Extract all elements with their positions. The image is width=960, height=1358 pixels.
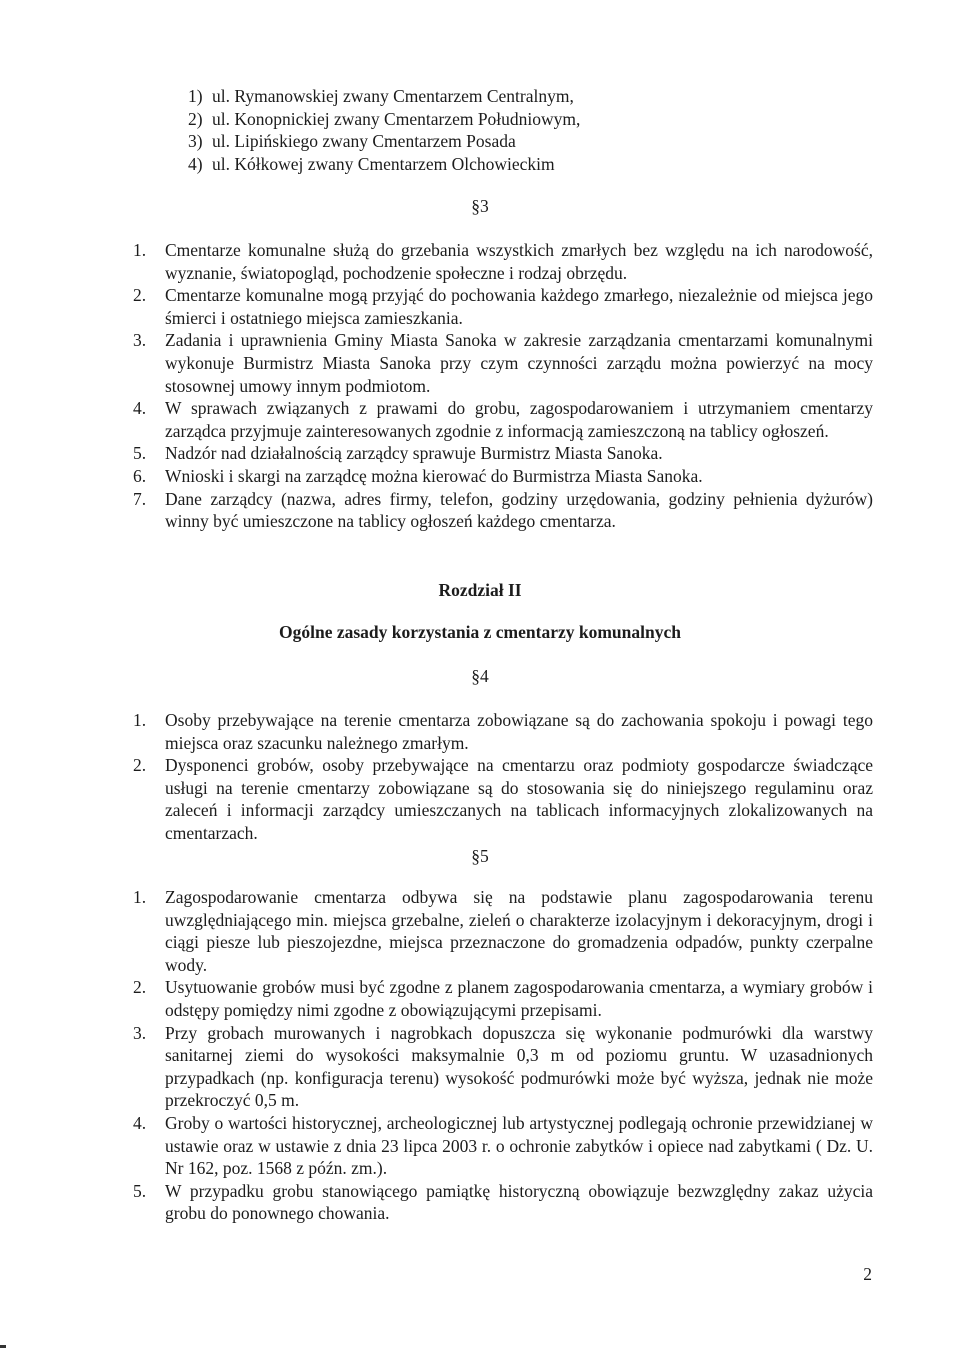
section4-list [133,709,873,845]
section-heading: §5 [471,846,489,866]
list-item: 5. W przypadku grobu stanowiącego pamiątkę historyczną obowiązuje bezwzględny zakaz użycia grobu do ponownego chowania. [133,1180,873,1224]
list-item: 4. Groby o wartości historycznej, archeologicznej lub artystycznej podlegają ochronie przewidzianej w ustawie oraz w ustawie z dnia 23 lipca 2003 r. o ochronie zabytków i opiece nad zabytkami ( Dz. U. Nr 162, poz. 1568 z późn. zm.). [133,1112,873,1179]
intro-list [188,85,688,175]
list-item: 1. Osoby przebywające na terenie cmentarza zobowiązane są do zachowania spokoju i powagi tego miejsca oraz szacunku należnego zmarłym. [133,710,873,753]
section3-list [133,239,873,533]
list-item: 4) ul. Kółkowej zwany Cmentarzem Olchowieckim [188,153,555,174]
list-item: 2. Usytuowanie grobów musi być zgodne z planem zagospodarowania cmentarza, a wymiary grobów i odstępy pomiędzy nimi zgodne z obowiązującymi przepisami. [133,977,873,1020]
list-item: 1. Zagospodarowanie cmentarza odbywa się na podstawie planu zagospodarowania terenu uwzględniającego min. miejsca grzebalne, zieleń o charakterze izolacyjnym i dekoracyjnym, drogi i ciągi piesze lub pieszojezdne, miejsca przeznaczone do gromadzenia odpadów, punkty czerpalne wody. [133,887,873,975]
list-item: 2. Dysponenci grobów, osoby przebywające na cmentarzu oraz podmioty gospodarcze świadczące usługi na terenie cmentarzy zobowiązane są do stosowania się do niniejszego regulaminu oraz zaleceń i informacji zarządcy umieszczanych na tablicach informacyjnych zlokalizowanych na cmentarzach. [133,755,873,843]
list-item: 3. Zadania i uprawnienia Gminy Miasta Sanoka w zakresie zarządzania cmentarzami komunalnymi wykonuje Burmistrz Miasta Sanoka przy czym czynności zarządu można powierzyć na mocy stosownej umowy innym podmiotom. [133,330,873,396]
list-item: 4. W sprawach związanych z prawami do grobu, zagospodarowaniem i utrzymaniem cmentarzy zarządca przyjmuje zainteresowanych zgodnie z informacją zamieszczoną na tablicy ogłoszeń. [133,398,873,441]
chapter-subtitle: Ogólne zasady korzystania z cmentarzy komunalnych [278,622,681,642]
list-item: 7. Dane zarządcy (nazwa, adres firmy, telefon, godziny urzędowania, godziny pełnienia dyżurów) winny być umieszczone na tablicy ogłoszeń każdego cmentarza. [133,488,873,532]
scan-edge-mark [0,1345,6,1348]
page-number: 2 [863,1264,872,1285]
list-item: 1. Cmentarze komunalne służą do grzebania wszystkich zmarłych bez względu na ich narodowość, wyznanie, światopogląd, pochodzenie społeczne i rodzaj obrzędu. [133,240,873,283]
section5-list [133,886,873,1225]
section-heading: §3 [471,196,489,216]
list-item: 3. Przy grobach murowanych i nagrobkach dopuszcza się wykonanie podmurówki dla warstwy sanitarnej ziemi do wysokości maksymalnie 0,3 m od poziomu gruntu. W uzasadnionych przypadkach (np. konfiguracja terenu) wysokość podmurówki może być wyższa, jednak nie może przekroczyć 0,5 m. [133,1022,873,1111]
list-item: 5. Nadzór nad działalnością zarządcy sprawuje Burmistrz Miasta Sanoka. [133,443,663,464]
section-heading: §4 [471,666,489,686]
list-item: 1) ul. Rymanowskiej zwany Cmentarzem Centralnym, [188,86,574,106]
list-item: 6. Wnioski i skargi na zarządcę można kierować do Burmistrza Miasta Sanoka. [133,465,703,486]
list-item: 2) ul. Konopnickiej zwany Cmentarzem Południowym, [188,108,581,129]
list-item: 2. Cmentarze komunalne mogą przyjąć do pochowania każdego zmarłego, niezależnie od miejsca jego śmierci i ostatniego miejsca zamieszkania. [133,285,873,328]
list-item: 3) ul. Lipińskiego zwany Cmentarzem Posada [188,131,516,152]
chapter-title: Rozdział II [438,580,522,600]
